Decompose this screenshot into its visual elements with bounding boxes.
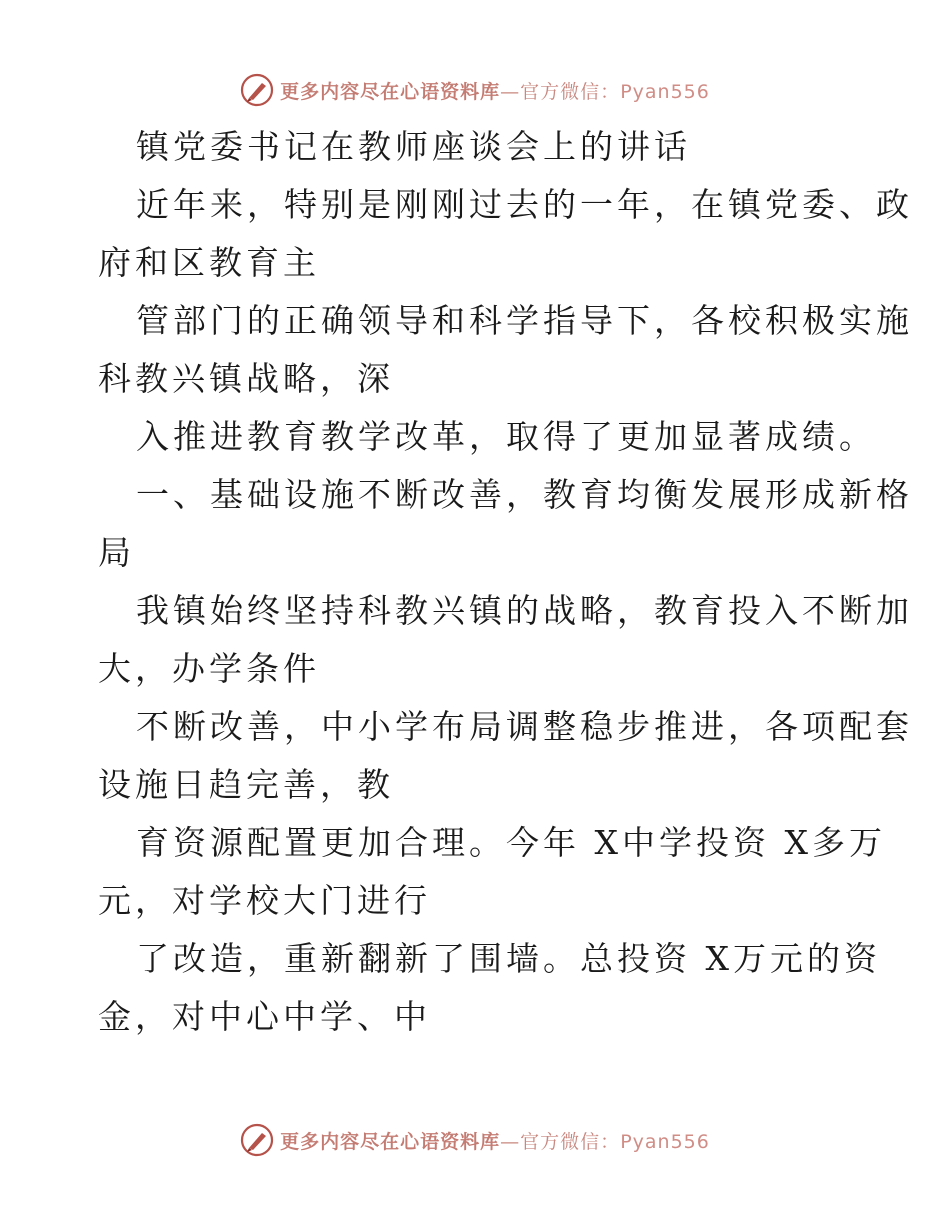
document-title: 镇党委书记在教师座谈会上的讲话 [136, 127, 691, 166]
paragraph-line: 元，对学校大门进行 [98, 881, 431, 920]
paragraph-line: 金，对中心中学、中 [98, 997, 431, 1036]
paragraph-line: 局 [98, 533, 135, 572]
watermark-text: 更多内容尽在心语资料库—官方微信：Pyan556 [280, 1130, 710, 1153]
paragraph-line: 一、基础设施不断改善，教育均衡发展形成新格 [136, 475, 913, 514]
watermark-text: 更多内容尽在心语资料库—官方微信：Pyan556 [280, 80, 710, 103]
paragraph-line: 设施日趋完善，教 [98, 765, 394, 804]
paragraph-line: 大，办学条件 [98, 649, 320, 688]
pen-logo-icon [240, 73, 274, 107]
paragraph-line: 府和区教育主 [98, 243, 320, 282]
paragraph-line: 了改造，重新翻新了围墙。总投资 X万元的资 [136, 939, 881, 978]
pen-logo-icon [240, 1123, 274, 1157]
paragraph-line: 我镇始终坚持科教兴镇的战略，教育投入不断加 [136, 591, 913, 630]
paragraph-line: 不断改善，中小学布局调整稳步推进，各项配套 [136, 707, 913, 746]
paragraph-line: 科教兴镇战略，深 [98, 359, 394, 398]
document-body [98, 118, 913, 1046]
paragraph-line: 入推进教育教学改革，取得了更加显著成绩。 [136, 417, 876, 456]
paragraph-line: 近年来，特别是刚刚过去的一年，在镇党委、政 [136, 185, 913, 224]
header-watermark-banner [0, 70, 950, 110]
paragraph-line: 育资源配置更加合理。今年 X中学投资 X多万 [136, 823, 886, 862]
footer-watermark-banner [0, 1120, 950, 1160]
paragraph-line: 管部门的正确领导和科学指导下，各校积极实施 [136, 301, 913, 340]
